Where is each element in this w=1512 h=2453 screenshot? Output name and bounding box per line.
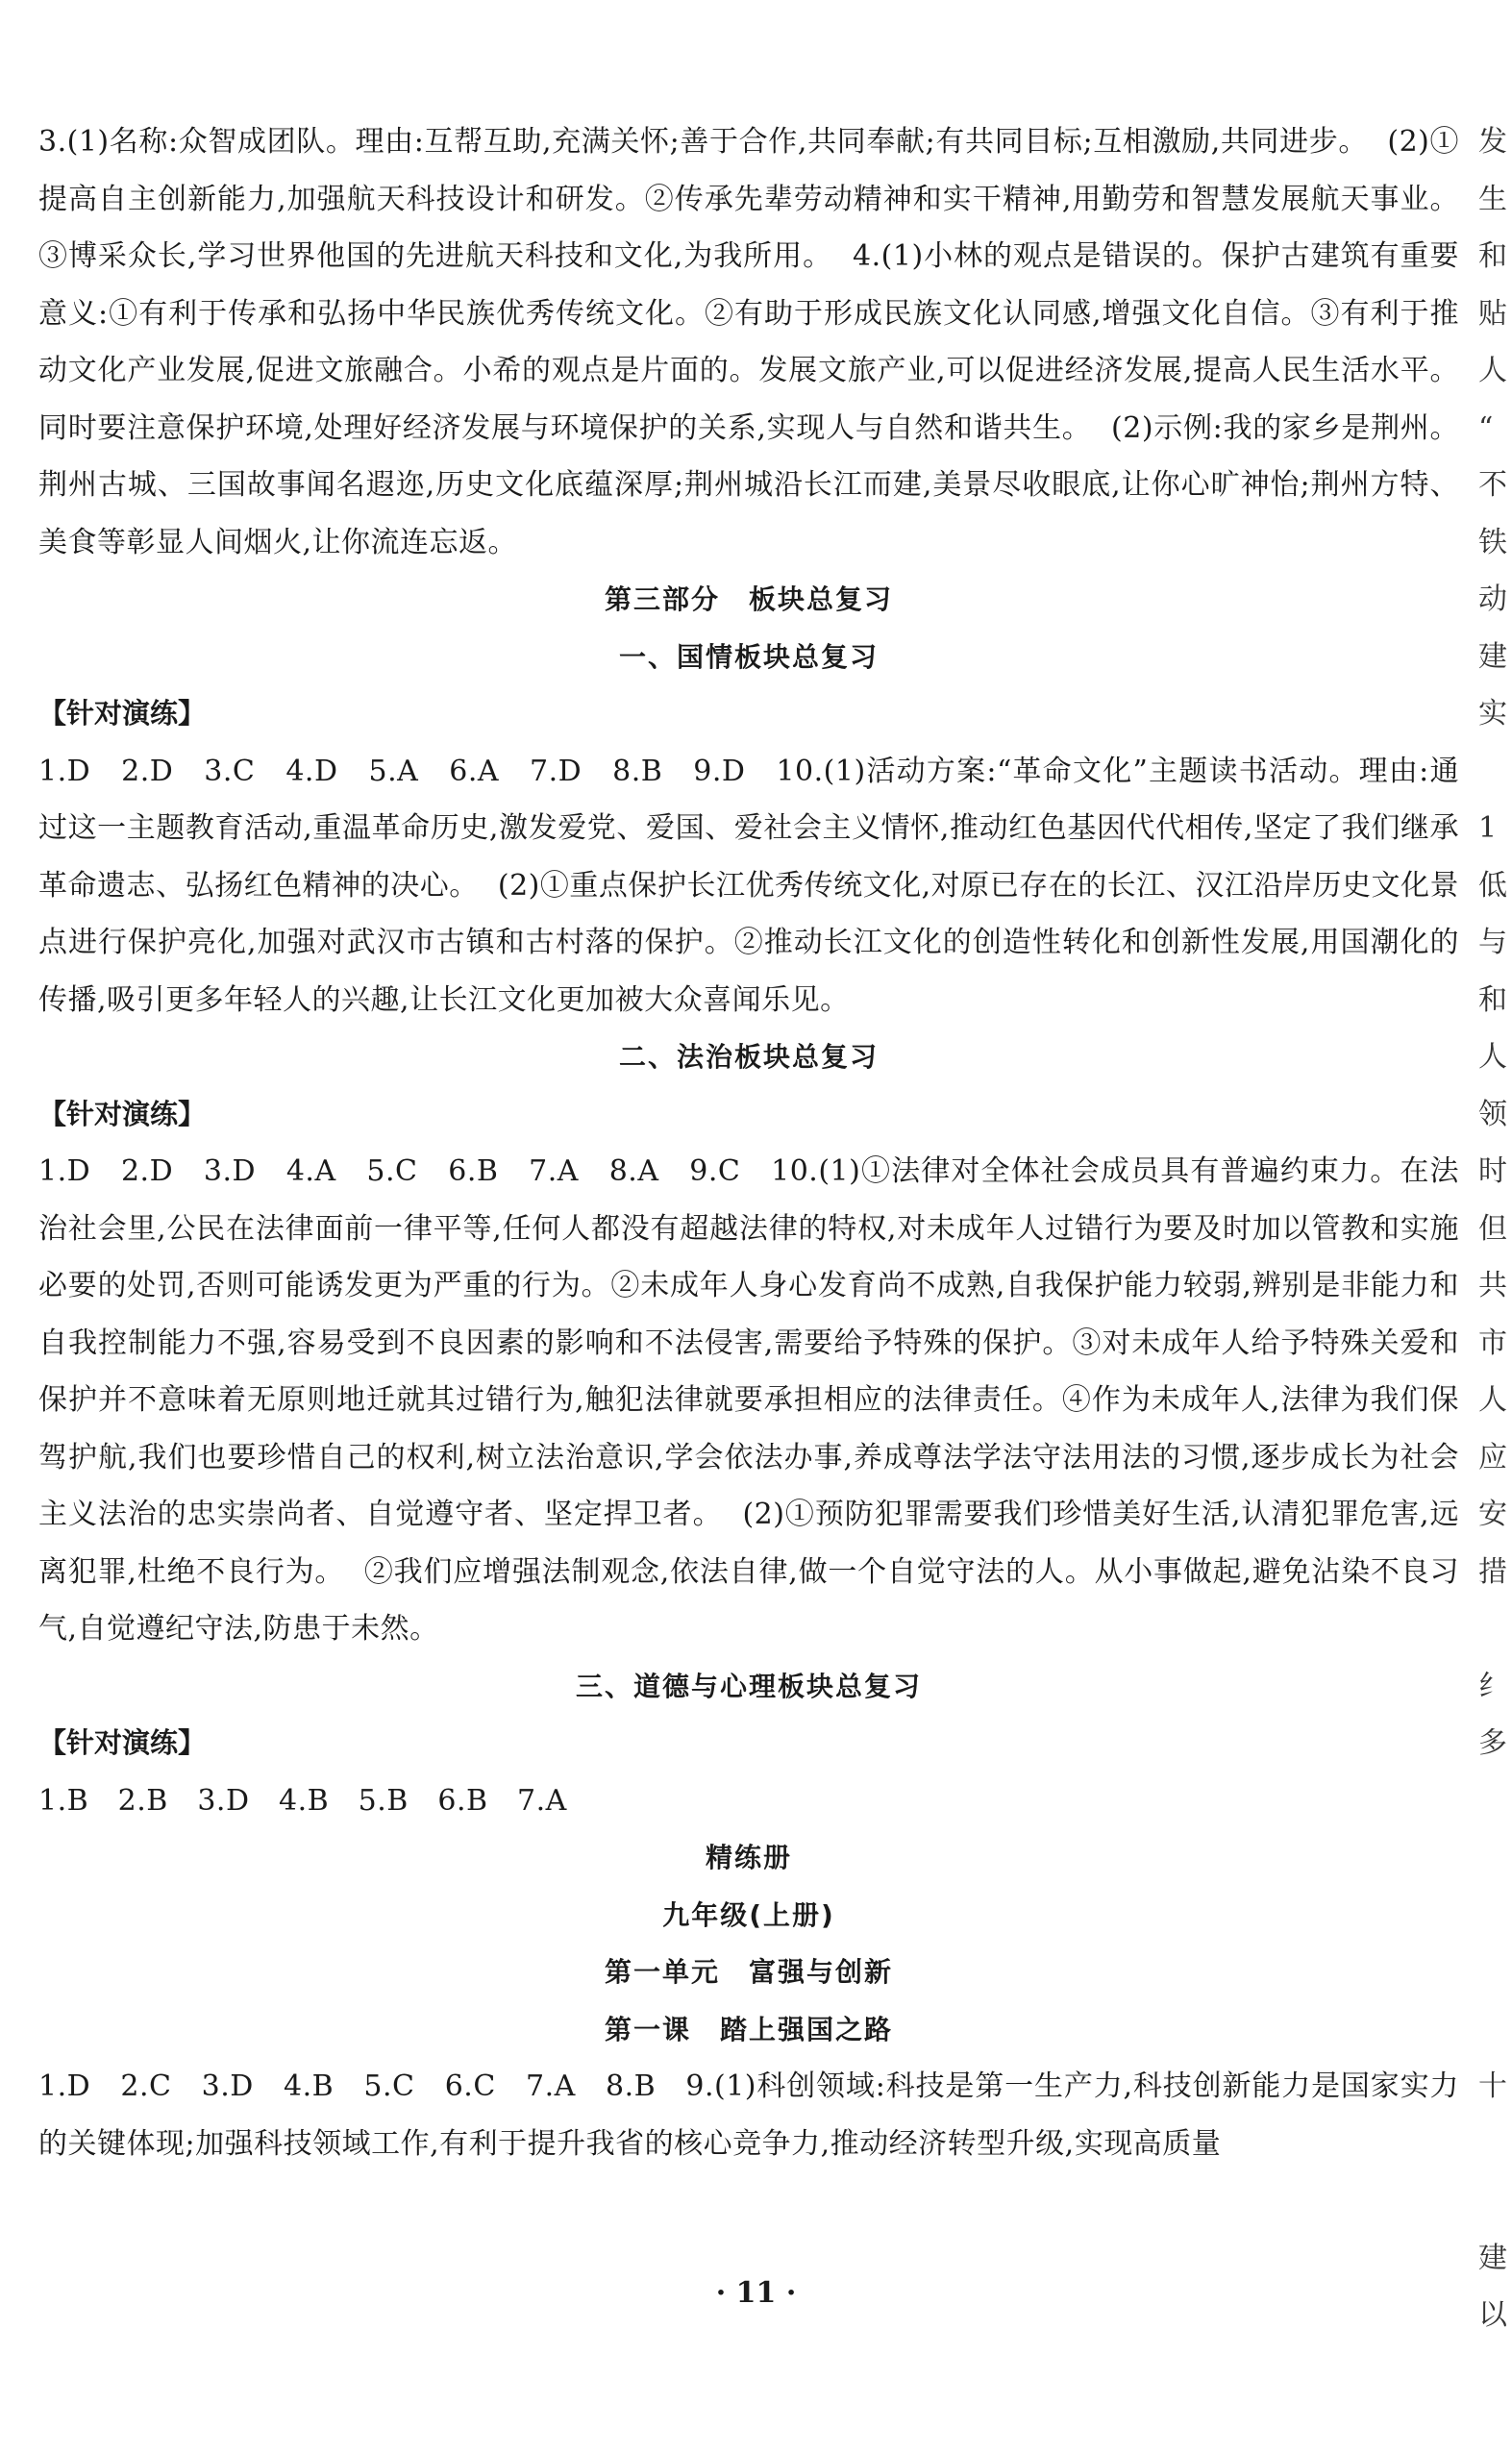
edge-char: 生 xyxy=(1478,182,1507,216)
edge-char xyxy=(1478,1829,1512,1887)
lesson-title: 第一课 踏上强国之路 xyxy=(604,2013,893,2045)
edge-char: 人 xyxy=(1478,1040,1507,1074)
edge-char xyxy=(1478,1772,1512,1830)
edge-char xyxy=(1478,1944,1512,2001)
edge-char: 人 xyxy=(1478,1383,1507,1417)
edge-char: 措 xyxy=(1478,1554,1507,1589)
section-heading-guoqing: 一、国情板块总复习 xyxy=(618,640,879,673)
edge-char xyxy=(1478,2172,1512,2230)
answer-paragraph-intro: 3.(1)名称:众智成团队。理由:互帮互助,充满关怀;善于合作,共同奉献;有共同目标;互相激励,共同进步。 (2)①提高自主创新能力,加强航天科技设计和研发。②传承先辈劳动精神和实干精神,用勤劳和智慧发展航天事业。③博采众长,学习世界他国的先进航天科技和文化,为我所用。 4.(1)小林的观点是错误的。保护古建筑有重要意义:①有利于传承和弘扬中华民族优秀传统文化。②有助于形成民族文化认同感,增强文化自信。③有利于推动文化产业发展,促进文旅融合。小希的观点是片面的。发展文旅产业,可以促进经济发展,提高人民生活水平。同时要注意保护环境,处理好经济发展与环境保护的关系,实现人与自然和谐共生。 (2)示例:我的家乡是荆州。荆州古城、三国故事闻名遐迩,历史文化底蕴深厚;荆州城沿长江而建,美景尽收眼底,让你心旷神怡;荆州方特、美食等彰显人间烟火,让你流连忘返。 xyxy=(38,125,1459,559)
edge-char xyxy=(1478,1887,1512,1945)
edge-char: 建 xyxy=(1478,2241,1507,2275)
edge-char: 共 xyxy=(1478,1269,1507,1302)
edge-char: 领 xyxy=(1478,1097,1507,1131)
edge-char: 动 xyxy=(1478,582,1507,616)
page-number: · 11 · xyxy=(715,2276,797,2310)
part-title: 第三部分 板块总复习 xyxy=(604,583,893,615)
practice-tag: 【针对演练】 xyxy=(38,1097,207,1130)
edge-char: 应 xyxy=(1478,1440,1507,1474)
book-title: 精练册 xyxy=(705,1842,792,1873)
unit-title: 第一单元 富强与创新 xyxy=(604,1956,893,1988)
practice-tag: 【针对演练】 xyxy=(38,1726,207,1759)
edge-char: 纟 xyxy=(1478,1669,1507,1703)
edge-char: 以 xyxy=(1478,2298,1507,2332)
edge-char: 但 xyxy=(1478,1211,1507,1246)
edge-char: 贴 xyxy=(1478,296,1507,331)
grade-title: 九年级(上册) xyxy=(662,1898,835,1931)
edge-char: 和 xyxy=(1478,982,1507,1017)
edge-char: 与 xyxy=(1478,926,1507,959)
main-content xyxy=(38,113,1459,2172)
edge-char: 人 xyxy=(1478,354,1507,387)
edge-char: 十 xyxy=(1478,2069,1507,2103)
section-heading-fazhi: 二、法治板块总复习 xyxy=(618,1041,879,1073)
edge-char xyxy=(1478,2116,1512,2173)
section-answers-guoqing: 1.D 2.D 3.C 4.D 5.A 6.A 7.D 8.B 9.D 10.(1)活动方案:“革命文化”主题读书活动。理由:通过这一主题教育活动,重温革命历史,激发爱党、爱国、爱社会主义情怀,推动红色基因代代相传,坚定了我们继承革命遗志、弘扬红色精神的决心。 (2)①重点保护长江优秀传统文化,对原已存在的长江、汉江沿岸历史文化景点进行保护亮化,加强对武汉市古镇和古村落的保护。②推动长江文化的创造性转化和创新性发展,用国潮化的传播,吸引更多年轻人的兴趣,让长江文化更加被大众喜闻乐见。 xyxy=(38,754,1459,1017)
edge-char: 建 xyxy=(1478,639,1507,674)
edge-char: 安 xyxy=(1478,1498,1507,1531)
edge-char xyxy=(1478,743,1512,801)
edge-char: 多 xyxy=(1478,1726,1507,1760)
edge-char: 时 xyxy=(1478,1154,1507,1188)
edge-char: 发 xyxy=(1478,125,1507,159)
edge-char: 1 xyxy=(1478,811,1498,845)
edge-char xyxy=(1478,1600,1512,1658)
lesson-answers: 1.D 2.C 3.D 4.B 5.C 6.C 7.A 8.B 9.(1)科创领域:科技是第一生产力,科技创新能力是国家实力的关键体现;加强科技领域工作,有利于提升我省的核心竞争力,推动经济转型升级,实现高质量 xyxy=(38,2069,1459,2161)
edge-char: 市 xyxy=(1478,1326,1507,1360)
edge-char: 低 xyxy=(1478,868,1507,903)
adjacent-page-edge-text xyxy=(1478,113,1512,2344)
edge-char xyxy=(1478,2001,1512,2059)
section-heading-daode: 三、道德与心理板块总复习 xyxy=(575,1670,922,1702)
edge-char: 实 xyxy=(1478,697,1507,731)
edge-char: 不 xyxy=(1478,468,1507,502)
edge-char: 铁 xyxy=(1478,525,1507,559)
section-answers-daode: 1.B 2.B 3.D 4.B 5.B 6.B 7.A xyxy=(38,1783,567,1818)
section-answers-fazhi: 1.D 2.D 3.D 4.A 5.C 6.B 7.A 8.A 9.C 10.(1)①法律对全体社会成员具有普遍约束力。在法治社会里,公民在法律面前一律平等,任何人都没有超越法律的特权,对未成年人过错行为要及时加以管教和实施必要的处罚,否则可能诱发更为严重的行为。②未成年人身心发育尚不成熟,自我保护能力较弱,辨别是非能力和自我控制能力不强,容易受到不良因素的影响和不法侵害,需要给予特殊的保护。③对未成年人给予特殊关爱和保护并不意味着无原则地迁就其过错行为,触犯法律就要承担相应的法律责任。④作为未成年人,法律为我们保驾护航,我们也要珍惜自己的权利,树立法治意识,学会依法办事,养成尊法学法守法用法的习惯,逐步成长为社会主义法治的忠实崇尚者、自觉遵守者、坚定捍卫者。 (2)①预防犯罪需要我们珍惜美好生活,认清犯罪危害,远离犯罪,杜绝不良行为。 ②我们应增强法制观念,依法自律,做一个自觉守法的人。从小事做起,避免沾染不良习气,自觉遵纪守法,防患于未然。 xyxy=(38,1154,1459,1646)
practice-tag: 【针对演练】 xyxy=(38,697,207,730)
edge-char: “ xyxy=(1478,410,1494,445)
edge-char: 和 xyxy=(1478,239,1507,273)
